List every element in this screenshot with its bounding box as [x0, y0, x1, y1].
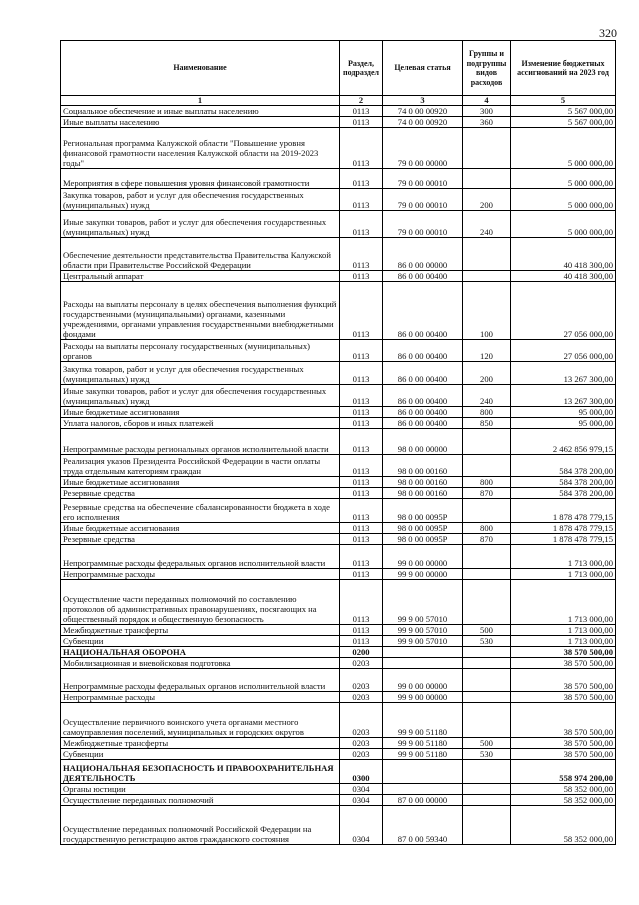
row-section: 0203: [340, 669, 383, 692]
row-group: 530: [463, 749, 511, 760]
row-name: Иные закупки товаров, работ и услуг для обеспечения государственных (муниципальных) нужд: [61, 385, 340, 407]
row-name: НАЦИОНАЛЬНАЯ ОБОРОНА: [61, 647, 340, 658]
row-section: 0113: [340, 580, 383, 625]
row-target: 86 0 00 00400: [383, 362, 463, 385]
row-amount: 58 352 000,00: [511, 784, 616, 795]
row-name: Осуществление переданных полномочий: [61, 795, 340, 806]
row-name: Непрограммные расходы: [61, 569, 340, 580]
row-target: 98 0 00 00160: [383, 488, 463, 499]
table-row: [61, 534, 616, 545]
row-name: Субвенции: [61, 749, 340, 760]
table-row: [61, 738, 616, 749]
row-amount: 1 713 000,00: [511, 569, 616, 580]
col-number: 5: [511, 96, 616, 106]
table-row: [61, 429, 616, 455]
row-amount: 13 267 300,00: [511, 385, 616, 407]
row-group: [463, 806, 511, 845]
row-target: 99 0 00 00000: [383, 669, 463, 692]
table-row: [61, 282, 616, 340]
row-amount: 13 267 300,00: [511, 362, 616, 385]
row-target: 98 0 00 0095Р: [383, 534, 463, 545]
row-target: 79 0 00 00010: [383, 211, 463, 238]
row-name: Резервные средства: [61, 534, 340, 545]
row-section: 0304: [340, 806, 383, 845]
row-group: [463, 271, 511, 282]
table-row: [61, 488, 616, 499]
table-row: [61, 340, 616, 362]
row-name: Иные бюджетные ассигнования: [61, 477, 340, 488]
row-amount: 5 567 000,00: [511, 117, 616, 128]
row-section: 0200: [340, 647, 383, 658]
row-amount: 38 570 500,00: [511, 669, 616, 692]
table-row: [61, 795, 616, 806]
table-row: [61, 211, 616, 238]
header-row: [61, 41, 616, 96]
row-section: 0113: [340, 340, 383, 362]
row-name: Непрограммные расходы: [61, 692, 340, 703]
row-name: Закупка товаров, работ и услуг для обеспечения государственных (муниципальных) нужд: [61, 362, 340, 385]
row-name: Субвенции: [61, 636, 340, 647]
table-row: [61, 703, 616, 738]
row-section: 0113: [340, 128, 383, 169]
row-section: 0113: [340, 488, 383, 499]
col-header-section: Раздел, подраздел: [340, 41, 383, 96]
row-target: 99 9 00 51180: [383, 738, 463, 749]
row-name: Социальное обеспечение и иные выплаты населению: [61, 106, 340, 117]
row-target: 98 0 00 00000: [383, 429, 463, 455]
table-row: [61, 238, 616, 271]
row-name: Непрограммные расходы федеральных органов исполнительной власти: [61, 545, 340, 569]
row-group: [463, 669, 511, 692]
row-amount: 38 570 500,00: [511, 647, 616, 658]
row-target: 99 9 00 00000: [383, 692, 463, 703]
row-group: 100: [463, 282, 511, 340]
row-amount: 95 000,00: [511, 407, 616, 418]
row-name: Непрограммные расходы федеральных органов исполнительной власти: [61, 669, 340, 692]
budget-table: [60, 40, 616, 845]
row-section: 0113: [340, 238, 383, 271]
row-amount: 1 713 000,00: [511, 636, 616, 647]
row-amount: 1 878 478 779,15: [511, 499, 616, 523]
row-amount: 584 378 200,00: [511, 488, 616, 499]
row-amount: 2 462 856 979,15: [511, 429, 616, 455]
row-group: 530: [463, 636, 511, 647]
row-group: [463, 128, 511, 169]
row-group: [463, 760, 511, 784]
row-name: Иные выплаты населению: [61, 117, 340, 128]
column-number-row: [61, 96, 616, 106]
table-row: [61, 625, 616, 636]
row-group: [463, 238, 511, 271]
row-group: [463, 169, 511, 189]
table-row: [61, 477, 616, 488]
row-group: [463, 795, 511, 806]
row-amount: 584 378 200,00: [511, 477, 616, 488]
table-row: [61, 418, 616, 429]
row-group: [463, 703, 511, 738]
row-section: 0113: [340, 362, 383, 385]
row-section: 0113: [340, 545, 383, 569]
row-section: 0203: [340, 692, 383, 703]
row-section: 0203: [340, 703, 383, 738]
row-name: Иные закупки товаров, работ и услуг для обеспечения государственных (муниципальных) нужд: [61, 211, 340, 238]
row-name: Мероприятия в сфере повышения уровня финансовой грамотности: [61, 169, 340, 189]
row-target: 79 0 00 00010: [383, 169, 463, 189]
row-group: 800: [463, 523, 511, 534]
row-target: 86 0 00 00400: [383, 340, 463, 362]
row-name: Обеспечение деятельности представительства Правительства Калужской области при Правительстве Российской Федерации: [61, 238, 340, 271]
row-section: 0113: [340, 534, 383, 545]
row-section: 0113: [340, 169, 383, 189]
row-target: 74 0 00 00920: [383, 117, 463, 128]
row-section: 0203: [340, 749, 383, 760]
row-amount: 58 352 000,00: [511, 795, 616, 806]
table-row: [61, 362, 616, 385]
row-section: 0113: [340, 418, 383, 429]
row-name: Уплата налогов, сборов и иных платежей: [61, 418, 340, 429]
row-section: 0113: [340, 117, 383, 128]
row-target: 99 9 00 51180: [383, 749, 463, 760]
row-name: Осуществление переданных полномочий Российской Федерации на государственную регистрацию актов гражданского состояния: [61, 806, 340, 845]
row-target: 98 0 00 0095Р: [383, 499, 463, 523]
row-target: 98 0 00 00160: [383, 477, 463, 488]
table-row: [61, 169, 616, 189]
row-section: 0300: [340, 760, 383, 784]
row-name: Осуществление части переданных полномочий по составлению протоколов об административных правонарушениях, посягающих на общественный порядок и общественную безопасность: [61, 580, 340, 625]
row-name: Иные бюджетные ассигнования: [61, 407, 340, 418]
row-name: Закупка товаров, работ и услуг для обеспечения государственных (муниципальных) нужд: [61, 189, 340, 211]
row-target: 86 0 00 00400: [383, 418, 463, 429]
row-amount: 40 418 300,00: [511, 238, 616, 271]
col-number: 3: [383, 96, 463, 106]
row-section: 0113: [340, 189, 383, 211]
row-amount: 5 567 000,00: [511, 106, 616, 117]
row-name: Органы юстиции: [61, 784, 340, 795]
row-group: 800: [463, 407, 511, 418]
row-group: 870: [463, 488, 511, 499]
row-target: 99 9 00 57010: [383, 625, 463, 636]
row-group: [463, 692, 511, 703]
row-group: 360: [463, 117, 511, 128]
row-group: 850: [463, 418, 511, 429]
row-name: Расходы на выплаты персоналу в целях обеспечения выполнения функций государственными (муниципальными) органами, казенными учреждениями, органами управления государственными внебюджетными фондами: [61, 282, 340, 340]
row-target: 87 0 00 00000: [383, 795, 463, 806]
row-amount: 38 570 500,00: [511, 658, 616, 669]
row-group: 800: [463, 477, 511, 488]
row-amount: 38 570 500,00: [511, 692, 616, 703]
row-amount: 584 378 200,00: [511, 455, 616, 477]
table-row: [61, 806, 616, 845]
table-row: [61, 569, 616, 580]
row-target: 86 0 00 00400: [383, 385, 463, 407]
table-row: [61, 760, 616, 784]
row-amount: 27 056 000,00: [511, 282, 616, 340]
row-amount: 5 000 000,00: [511, 128, 616, 169]
table-row: [61, 407, 616, 418]
row-target: [383, 760, 463, 784]
row-target: 99 9 00 00000: [383, 569, 463, 580]
row-group: [463, 647, 511, 658]
row-amount: 1 713 000,00: [511, 625, 616, 636]
table-row: [61, 117, 616, 128]
row-group: 200: [463, 189, 511, 211]
table-row: [61, 271, 616, 282]
row-name: НАЦИОНАЛЬНАЯ БЕЗОПАСНОСТЬ И ПРАВООХРАНИТЕЛЬНАЯ ДЕЯТЕЛЬНОСТЬ: [61, 760, 340, 784]
row-section: 0113: [340, 455, 383, 477]
table-row: [61, 385, 616, 407]
col-number: 1: [61, 96, 340, 106]
col-header-name: Наименование: [61, 41, 340, 96]
row-group: [463, 569, 511, 580]
col-header-amount: Изменение бюджетных ассигнований на 2023 год: [511, 41, 616, 96]
row-group: 300: [463, 106, 511, 117]
row-amount: 38 570 500,00: [511, 738, 616, 749]
row-section: 0113: [340, 499, 383, 523]
table-body: [61, 106, 616, 845]
row-name: Региональная программа Калужской области "Повышение уровня финансовой грамотности населения Калужской области на 2019-2023 годы": [61, 128, 340, 169]
row-section: 0113: [340, 429, 383, 455]
col-header-target: Целевая статья: [383, 41, 463, 96]
row-target: 87 0 00 59340: [383, 806, 463, 845]
table-row: [61, 455, 616, 477]
page-number: 320: [599, 26, 617, 40]
row-target: 86 0 00 00400: [383, 282, 463, 340]
row-name: Иные бюджетные ассигнования: [61, 523, 340, 534]
row-section: 0113: [340, 636, 383, 647]
row-amount: 27 056 000,00: [511, 340, 616, 362]
row-target: 86 0 00 00400: [383, 407, 463, 418]
table-row: [61, 749, 616, 760]
row-target: [383, 658, 463, 669]
row-amount: 1 713 000,00: [511, 580, 616, 625]
row-amount: 5 000 000,00: [511, 169, 616, 189]
row-section: 0113: [340, 569, 383, 580]
row-amount: 1 878 478 779,15: [511, 534, 616, 545]
row-amount: 1 878 478 779,15: [511, 523, 616, 534]
row-name: Реализация указов Президента Российской Федерации в части оплаты труда отдельным категориям граждан: [61, 455, 340, 477]
row-section: 0113: [340, 523, 383, 534]
row-amount: 5 000 000,00: [511, 211, 616, 238]
row-group: 500: [463, 738, 511, 749]
table-row: [61, 523, 616, 534]
table-row: [61, 636, 616, 647]
row-amount: 38 570 500,00: [511, 703, 616, 738]
row-name: Межбюджетные трансферты: [61, 625, 340, 636]
row-amount: 558 974 200,00: [511, 760, 616, 784]
table-row: [61, 580, 616, 625]
row-amount: 95 000,00: [511, 418, 616, 429]
row-group: [463, 499, 511, 523]
row-group: 240: [463, 385, 511, 407]
row-name: Центральный аппарат: [61, 271, 340, 282]
row-section: 0113: [340, 282, 383, 340]
row-target: 74 0 00 00920: [383, 106, 463, 117]
row-section: 0203: [340, 658, 383, 669]
row-target: 79 0 00 00010: [383, 189, 463, 211]
row-group: 870: [463, 534, 511, 545]
table-row: [61, 189, 616, 211]
table-row: [61, 692, 616, 703]
row-amount: 58 352 000,00: [511, 806, 616, 845]
row-group: [463, 545, 511, 569]
row-group: [463, 455, 511, 477]
row-section: 0113: [340, 477, 383, 488]
row-target: 99 9 00 57010: [383, 580, 463, 625]
row-group: [463, 429, 511, 455]
row-group: 500: [463, 625, 511, 636]
row-section: 0113: [340, 106, 383, 117]
row-name: Осуществление первичного воинского учета органами местного самоуправления поселений, муниципальных и городских округов: [61, 703, 340, 738]
row-section: 0304: [340, 784, 383, 795]
row-target: 99 9 00 51180: [383, 703, 463, 738]
row-section: 0113: [340, 407, 383, 418]
row-target: [383, 784, 463, 795]
table-row: [61, 106, 616, 117]
row-target: 79 0 00 00000: [383, 128, 463, 169]
row-name: Резервные средства на обеспечение сбалансированности бюджета в ходе его исполнения: [61, 499, 340, 523]
row-target: 86 0 00 00000: [383, 238, 463, 271]
row-section: 0113: [340, 385, 383, 407]
table-row: [61, 545, 616, 569]
table-row: [61, 128, 616, 169]
row-name: Расходы на выплаты персоналу государственных (муниципальных) органов: [61, 340, 340, 362]
row-name: Межбюджетные трансферты: [61, 738, 340, 749]
col-header-group: Группы и подгруппы видов расходов: [463, 41, 511, 96]
table-row: [61, 647, 616, 658]
row-group: 120: [463, 340, 511, 362]
row-section: 0113: [340, 625, 383, 636]
row-section: 0113: [340, 271, 383, 282]
table-row: [61, 499, 616, 523]
row-group: [463, 658, 511, 669]
row-target: 99 0 00 00000: [383, 545, 463, 569]
row-amount: 40 418 300,00: [511, 271, 616, 282]
row-target: 98 0 00 0095Р: [383, 523, 463, 534]
row-target: 98 0 00 00160: [383, 455, 463, 477]
table-row: [61, 658, 616, 669]
table-row: [61, 784, 616, 795]
row-group: 200: [463, 362, 511, 385]
row-target: 99 9 00 57010: [383, 636, 463, 647]
row-amount: 5 000 000,00: [511, 189, 616, 211]
row-amount: 1 713 000,00: [511, 545, 616, 569]
row-target: 86 0 00 00400: [383, 271, 463, 282]
table-row: [61, 669, 616, 692]
row-group: 240: [463, 211, 511, 238]
row-section: 0203: [340, 738, 383, 749]
col-number: 4: [463, 96, 511, 106]
row-section: 0113: [340, 211, 383, 238]
col-number: 2: [340, 96, 383, 106]
row-section: 0304: [340, 795, 383, 806]
row-name: Мобилизационная и вневойсковая подготовка: [61, 658, 340, 669]
row-amount: 38 570 500,00: [511, 749, 616, 760]
row-group: [463, 580, 511, 625]
row-name: Непрограммные расходы региональных органов исполнительной власти: [61, 429, 340, 455]
row-name: Резервные средства: [61, 488, 340, 499]
row-target: [383, 647, 463, 658]
row-group: [463, 784, 511, 795]
